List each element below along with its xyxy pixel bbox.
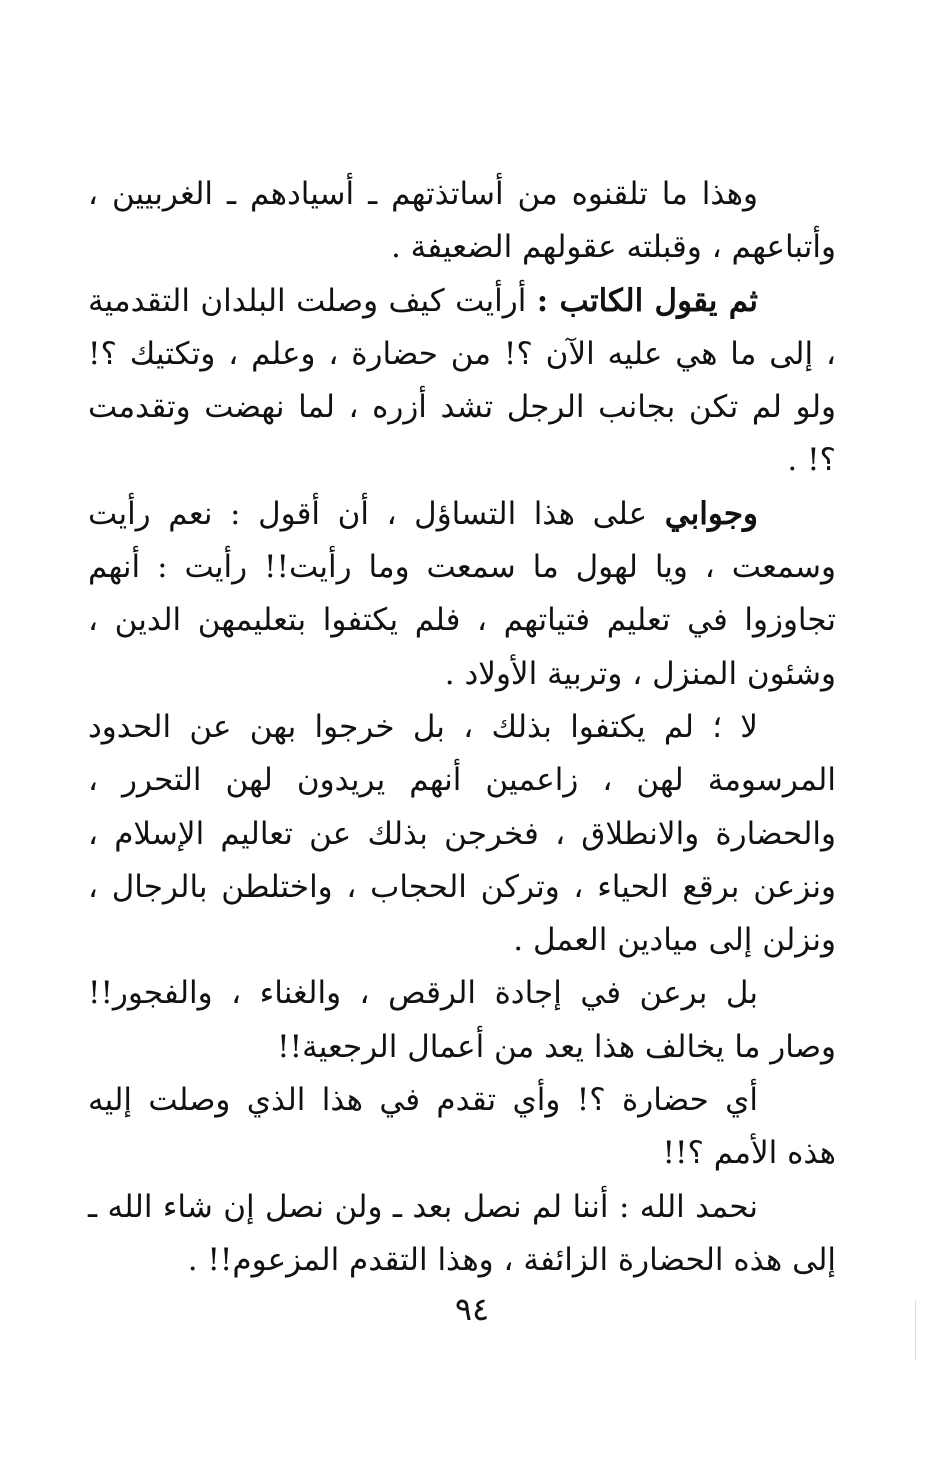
paragraph xyxy=(88,1181,836,1288)
paragraph-text: وهذا ما تلقنوه من أساتذتهم ـ أسيادهم ـ الغربيين ، وأتباعهم ، وقبلته عقولهم الضعيفة . xyxy=(88,176,836,266)
paragraph-lead: ثم يقول الكاتب : xyxy=(536,282,758,319)
paragraph xyxy=(88,168,836,275)
paragraph-text: أرأيت كيف وصلت البلدان التقدمية ، إلى ما هي عليه الآن ؟! من حضارة ، وعلم ، وتكتيك ؟! ولو لم تكن بجانب الرجل تشد أزره ، لما نهضت وتقدمت ؟! . xyxy=(88,282,836,479)
body-text xyxy=(88,168,836,1287)
paragraph-lead: وجوابي xyxy=(664,495,758,532)
paragraph-text: بل برعن في إجادة الرقص ، والغناء ، والفجور!! وصار ما يخالف هذا يعد من أعمال الرجعية!! xyxy=(88,975,836,1065)
paragraph xyxy=(88,488,836,701)
page-number: ٩٤ xyxy=(454,1290,490,1328)
paragraph xyxy=(88,1074,836,1181)
paragraph xyxy=(88,701,836,967)
paragraph xyxy=(88,967,836,1074)
paragraph xyxy=(88,275,836,488)
paragraph-text: على هذا التساؤل ، أن أقول : نعم رأيت وسمعت ، ويا لهول ما سمعت وما رأيت!! رأيت : أنهم تجاوزوا في تعليم فتياتهم ، فلم يكتفوا بتعليمهن الدين ، وشئون المنزل ، وتربية الأولاد . xyxy=(88,495,836,692)
paragraph-text: لا ؛ لم يكتفوا بذلك ، بل خرجوا بهن عن الحدود المرسومة لهن ، زاعمين أنهم يريدون لهن التحرر ، والحضارة والانطلاق ، فخرجن بذلك عن تعاليم الإسلام ، ونزعن برقع الحياء ، وتركن الحجاب ، واختلطن بالرجال ، ونزلن إلى ميادين العمل . xyxy=(88,708,836,959)
scan-edge-mark xyxy=(915,1300,916,1360)
paragraph-text: أي حضارة ؟! وأي تقدم في هذا الذي وصلت إليه هذه الأمم ؟!! xyxy=(88,1082,836,1172)
paragraph-text: نحمد الله : أننا لم نصل بعد ـ ولن نصل إن شاء الله ـ إلى هذه الحضارة الزائفة ، وهذا التقدم المزعوم!! . xyxy=(88,1188,836,1278)
